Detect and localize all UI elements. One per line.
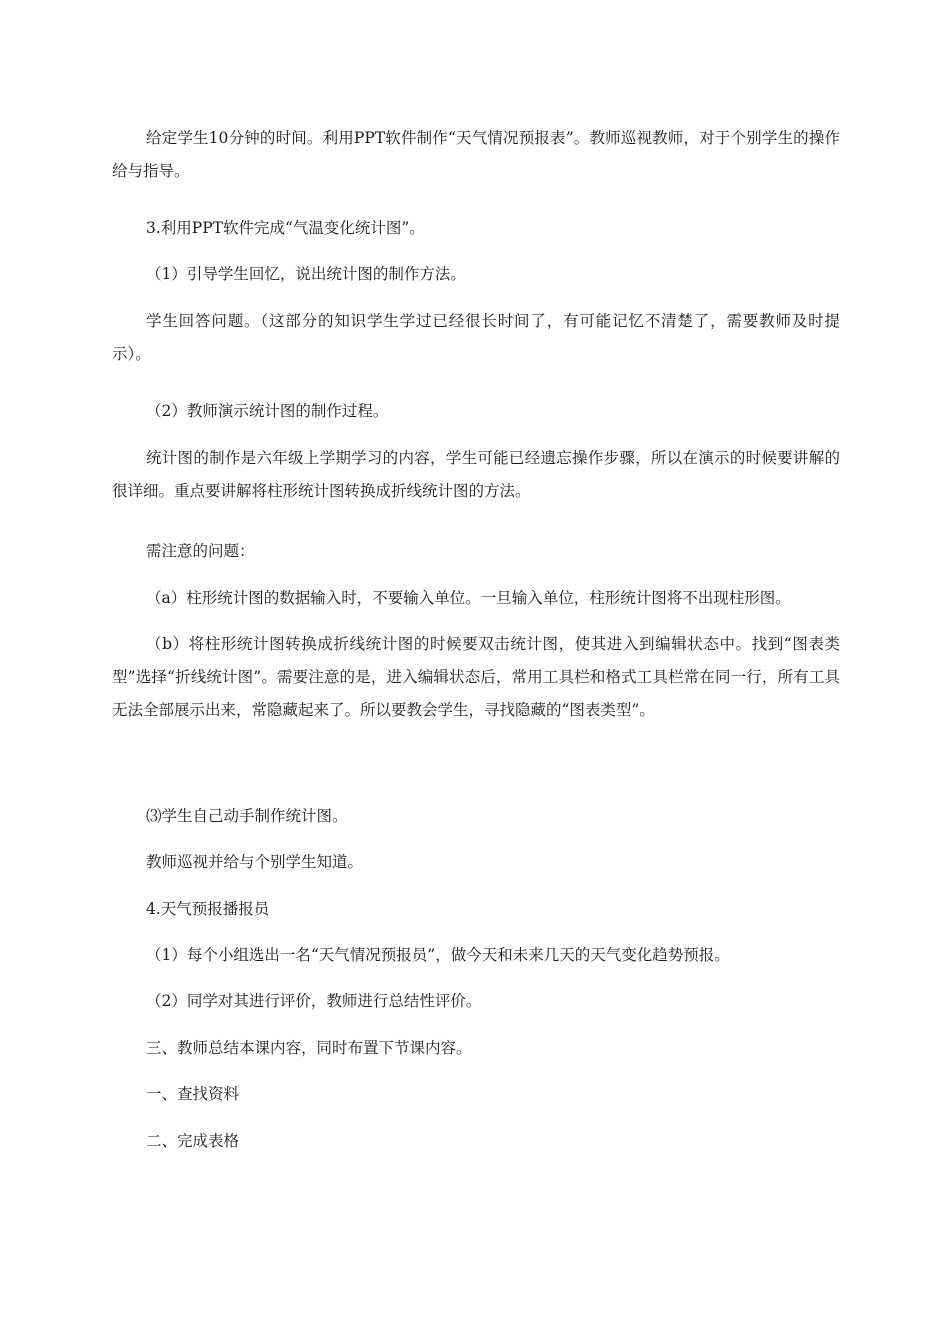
paragraph-section-3-summary: 三、教师总结本课内容，同时布置下节课内容。: [146, 1039, 472, 1057]
paragraph-task-time: 给定学生10分钟的时间。利用PPT软件制作“天气情况预报表”。教师巡视教师，对于个别学生的操作给与指导。: [112, 129, 840, 180]
paragraph-step-4-2: （2）同学对其进行评价，教师进行总结性评价。: [146, 992, 482, 1010]
paragraph-step-3-1: （1）引导学生回忆，说出统计图的制作方法。: [146, 265, 466, 283]
paragraph-step-3-heading: 3.利用PPT软件完成“气温变化统计图”。: [146, 219, 425, 237]
paragraph-step-3-2: （2）教师演示统计图的制作过程。: [146, 402, 389, 420]
paragraph-teacher-patrol: 教师巡视并给与个别学生知道。: [146, 853, 364, 871]
paragraph-notes-heading: 需注意的问题：: [146, 542, 255, 560]
paragraph-homework-1: 一、查找资料: [146, 1085, 240, 1103]
paragraph-homework-2: 二、完成表格: [146, 1132, 240, 1150]
paragraph-students-answer: 学生回答问题。（这部分的知识学生学过已经很长时间了，有可能记忆不清楚了，需要教师及时提示）。: [112, 312, 840, 363]
paragraph-step-4-heading: 4.天气预报播报员: [146, 900, 270, 918]
paragraph-note-a: （a）柱形统计图的数据输入时，不要输入单位。一旦输入单位，柱形统计图将不出现柱形图。: [146, 589, 791, 607]
paragraph-note-b: （b）将柱形统计图转换成折线统计图的时候要双击统计图，使其进入到编辑状态中。找到“图表类型”选择“折线统计图”。需要注意的是，进入编辑状态后，常用工具栏和格式工具栏常在同一行，所有工具无法全部展示出来，常隐藏起来了。所以要教会学生，寻找隐藏的“图表类型”。: [112, 635, 840, 719]
paragraph-step-3-3: ⑶学生自己动手制作统计图。: [146, 807, 348, 825]
paragraph-step-4-1: （1）每个小组选出一名“天气情况预报员”，做今天和未来几天的天气变化趋势预报。: [146, 946, 730, 964]
paragraph-chart-explanation: 统计图的制作是六年级上学期学习的内容，学生可能已经遗忘操作步骤，所以在演示的时候要讲解的很详细。重点要讲解将柱形统计图转换成折线统计图的方法。: [112, 449, 840, 500]
